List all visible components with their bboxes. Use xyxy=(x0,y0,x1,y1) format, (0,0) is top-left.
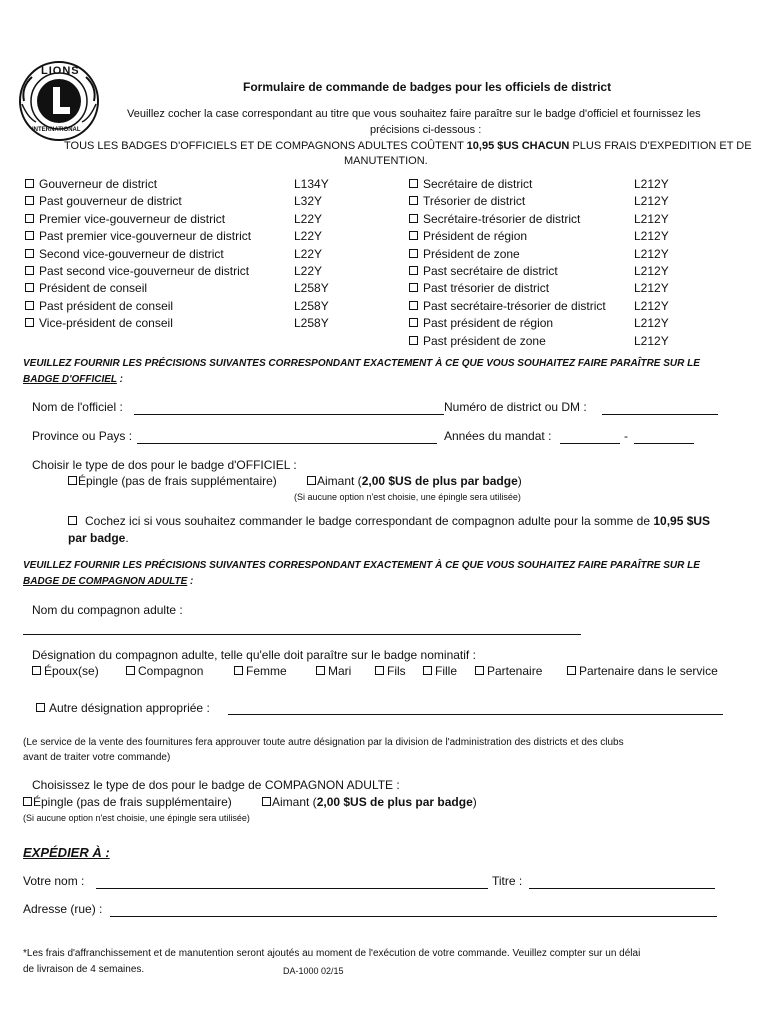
designation-checkbox[interactable] xyxy=(316,666,325,675)
officer-heading-1: VEUILLEZ FOURNIR LES PRÉCISIONS SUIVANTES CORRESPONDANT EXACTEMENT À CE QUE VOUS SOUHAITEZ FAIRE PARAÎTRE SUR LE xyxy=(23,358,700,369)
companion-heading-1: VEUILLEZ FOURNIR LES PRÉCISIONS SUIVANTES CORRESPONDANT EXACTEMENT À CE QUE VOUS SOUHAITEZ FAIRE PARAÎTRE SUR LE xyxy=(23,560,700,571)
designation-checkbox[interactable] xyxy=(567,666,576,675)
officer-title-right-option[interactable] xyxy=(409,228,527,245)
officer-title-left-code: L22Y xyxy=(294,246,323,261)
companion-check-pre: Cochez ici si vous souhaitez commander le badge correspondant de compagnon adulte pour la somme de xyxy=(85,514,654,528)
title-field[interactable] xyxy=(529,888,715,889)
province-field[interactable] xyxy=(137,443,437,444)
officer-title-left-checkbox[interactable] xyxy=(25,196,34,205)
other-designation-label: Autre désignation appropriée : xyxy=(49,701,210,715)
officer-title-left-label: Vice-président de conseil xyxy=(39,316,173,331)
designation-option[interactable] xyxy=(126,663,203,680)
officer-pin-option[interactable] xyxy=(68,474,277,488)
footer-note-1: *Les frais d'affranchissement et de manutention seront ajoutés au moment de l'exécution de votre commande. Veuillez compter sur un délai xyxy=(23,948,641,959)
lions-logo xyxy=(18,60,100,142)
officer-title-right-code: L212Y xyxy=(634,316,669,331)
officer-title-right-option[interactable] xyxy=(409,298,606,315)
officer-title-left-checkbox[interactable] xyxy=(25,214,34,223)
designation-label: Partenaire xyxy=(487,664,543,678)
officer-title-left-option[interactable] xyxy=(25,211,225,228)
years-label: Années du mandat : xyxy=(444,429,552,443)
officer-title-left-label: Past premier vice-gouverneur de district xyxy=(39,229,252,244)
designation-label: Fille xyxy=(435,664,458,678)
other-designation-option[interactable] xyxy=(36,701,210,715)
officer-heading-suffix: : xyxy=(116,374,123,385)
officer-title-right-code: L212Y xyxy=(634,194,669,209)
companion-pin-option[interactable] xyxy=(23,795,232,809)
officer-title-right-option[interactable] xyxy=(409,333,546,350)
officer-title-left-option[interactable] xyxy=(25,280,147,297)
price-bold: 10,95 $US CHACUN xyxy=(466,140,570,152)
price-pre: TOUS LES BADGES D'OFFICIELS ET DE COMPAGNONS ADULTES COÛTENT xyxy=(64,140,467,152)
officer-title-left-option[interactable] xyxy=(25,298,173,315)
companion-heading-2 xyxy=(23,576,193,587)
officer-title-right-label: Past secrétaire-trésorier de district xyxy=(423,298,606,313)
designation-label: Mari xyxy=(328,664,352,678)
officer-title-right-label: Past président de zone xyxy=(423,333,546,348)
officer-pin-label: Épingle (pas de frais supplémentaire) xyxy=(78,474,277,488)
officer-title-left-label: Second vice-gouverneur de district xyxy=(39,246,224,261)
officer-title-right-checkbox[interactable] xyxy=(409,249,418,258)
officer-title-left-checkbox[interactable] xyxy=(25,318,34,327)
address-label: Adresse (rue) : xyxy=(23,902,103,916)
officer-title-right-code: L212Y xyxy=(634,333,669,348)
officer-title-left-code: L22Y xyxy=(294,211,323,226)
officer-title-right-checkbox[interactable] xyxy=(409,214,418,223)
officer-title-left-option[interactable] xyxy=(25,228,251,245)
officer-title-left-label: Président de conseil xyxy=(39,281,148,296)
designation-option[interactable] xyxy=(475,663,542,680)
companion-name-label: Nom du compagnon adulte : xyxy=(32,603,183,617)
designation-option[interactable] xyxy=(32,663,99,680)
officer-title-left-checkbox[interactable] xyxy=(25,179,34,188)
officer-title-left-label: Past second vice-gouverneur de district xyxy=(39,264,250,278)
companion-check-line-2 xyxy=(68,531,129,545)
officer-back-label: Choisir le type de dos pour le badge d'OFFICIEL : xyxy=(32,458,297,472)
designation-checkbox[interactable] xyxy=(423,666,432,675)
designation-label: Partenaire dans le service xyxy=(579,664,718,678)
officer-name-label: Nom de l'officiel : xyxy=(32,400,123,414)
years-to-field[interactable] xyxy=(634,443,694,444)
officer-magnet-checkbox[interactable] xyxy=(307,476,316,485)
officer-title-right-option[interactable] xyxy=(409,211,580,228)
officer-title-left-label: Premier vice-gouverneur de district xyxy=(39,211,226,226)
footer-note-2: de livraison de 4 semaines. xyxy=(23,964,145,975)
officer-title-right-code: L212Y xyxy=(634,177,669,191)
officer-title-right-option[interactable] xyxy=(409,315,553,332)
companion-check-bold: 10,95 $US xyxy=(653,514,711,528)
officer-title-right-checkbox[interactable] xyxy=(409,231,418,240)
officer-title-right-checkbox[interactable] xyxy=(409,266,418,275)
officer-title-left-label: Past gouverneur de district xyxy=(39,194,182,209)
designation-checkbox[interactable] xyxy=(126,666,135,675)
title-label: Titre : xyxy=(492,874,523,888)
price-line xyxy=(64,140,752,152)
designation-label: Désignation du compagnon adulte, telle qu'elle doit paraître sur le badge nominatif : xyxy=(32,648,476,662)
designation-checkbox[interactable] xyxy=(234,666,243,675)
officer-title-right-option[interactable] xyxy=(409,246,520,263)
designation-option[interactable] xyxy=(234,663,287,680)
officer-title-left-checkbox[interactable] xyxy=(25,249,34,258)
officer-title-right-label: Président de zone xyxy=(423,246,520,261)
officer-title-right-code: L212Y xyxy=(634,298,669,313)
form-code: DA-1000 02/15 xyxy=(283,966,344,976)
form-title: Formulaire de commande de badges pour les officiels de district xyxy=(243,80,612,94)
logo-bottom-text: INTERNATIONAL xyxy=(32,127,81,133)
designation-checkbox[interactable] xyxy=(475,666,484,675)
designation-label: Époux(se) xyxy=(44,664,99,678)
officer-title-left-code: L258Y xyxy=(294,281,329,296)
companion-magnet-pre: Aimant ( xyxy=(272,795,317,809)
officer-title-right-checkbox[interactable] xyxy=(409,301,418,310)
years-separator: - xyxy=(624,429,628,443)
intro-line-1: Veuillez cocher la case correspondant au titre que vous souhaitez faire paraître sur le badge d'officiel et fournissez les xyxy=(127,108,701,120)
years-from-field[interactable] xyxy=(560,443,620,444)
officer-title-right-code: L212Y xyxy=(634,246,669,261)
officer-title-right-label: Secrétaire de district xyxy=(423,177,533,191)
district-field[interactable] xyxy=(602,414,718,415)
officer-title-left-code: L32Y xyxy=(294,194,323,209)
officer-title-right-label: Past trésorier de district xyxy=(423,281,550,296)
designation-label: Femme xyxy=(246,664,287,678)
companion-order-checkbox[interactable] xyxy=(68,516,77,525)
officer-title-left-code: L22Y xyxy=(294,229,323,244)
officer-title-left-option[interactable] xyxy=(25,246,224,263)
officer-title-right-label: Président de région xyxy=(423,229,528,244)
companion-name-field[interactable] xyxy=(23,634,581,635)
officer-title-right-option[interactable] xyxy=(409,280,549,297)
officer-title-right-label: Past président de région xyxy=(423,316,554,331)
designation-option[interactable] xyxy=(316,663,351,680)
officer-title-right-checkbox[interactable] xyxy=(409,196,418,205)
officer-title-right-checkbox[interactable] xyxy=(409,318,418,327)
designation-option[interactable] xyxy=(375,663,406,680)
officer-title-right-option[interactable] xyxy=(409,193,525,210)
logo-top-text: LIONS xyxy=(41,65,80,77)
officer-magnet-option[interactable] xyxy=(307,474,522,488)
officer-title-right-checkbox[interactable] xyxy=(409,336,418,345)
officer-title-left-code: L134Y xyxy=(294,177,329,191)
designation-label: Fils xyxy=(387,664,406,678)
designation-label: Compagnon xyxy=(138,664,204,678)
designation-option[interactable] xyxy=(423,663,457,680)
officer-title-right-code: L212Y xyxy=(634,264,669,278)
other-designation-field[interactable] xyxy=(228,714,723,715)
officer-title-right-option[interactable] xyxy=(409,263,558,280)
officer-title-right-label: Trésorier de district xyxy=(423,194,526,209)
officer-title-left-checkbox[interactable] xyxy=(25,266,34,275)
price-line-2: MANUTENTION. xyxy=(344,155,428,167)
companion-magnet-bold: 2,00 $US de plus par badge xyxy=(316,795,473,809)
companion-pin-label: Épingle (pas de frais supplémentaire) xyxy=(33,795,232,809)
officer-title-right-label: Past secrétaire de district xyxy=(423,264,558,278)
officer-title-right-code: L212Y xyxy=(634,229,669,244)
officer-pin-checkbox[interactable] xyxy=(68,476,77,485)
officer-name-field[interactable] xyxy=(134,414,444,415)
officer-magnet-bold: 2,00 $US de plus par badge xyxy=(361,474,518,488)
officer-title-left-option[interactable] xyxy=(25,176,157,193)
other-designation-checkbox[interactable] xyxy=(36,703,45,712)
designation-option[interactable] xyxy=(567,663,718,680)
ship-to-heading: EXPÉDIER À : xyxy=(23,845,110,860)
officer-title-right-label: Secrétaire-trésorier de district xyxy=(423,211,581,226)
approval-note-2: avant de traiter votre commande) xyxy=(23,752,171,763)
officer-heading-2 xyxy=(23,374,123,385)
companion-magnet-option[interactable] xyxy=(262,795,477,809)
district-label: Numéro de district ou DM : xyxy=(444,400,587,414)
officer-title-right-checkbox[interactable] xyxy=(409,283,418,292)
price-post: PLUS FRAIS D'EXPEDITION ET DE xyxy=(569,140,752,152)
intro-line-2: précisions ci-dessous : xyxy=(370,124,482,136)
companion-pin-checkbox[interactable] xyxy=(23,797,32,806)
address-field[interactable] xyxy=(110,916,717,917)
officer-title-left-checkbox[interactable] xyxy=(25,283,34,292)
officer-magnet-pre: Aimant ( xyxy=(317,474,362,488)
officer-title-left-option[interactable] xyxy=(25,193,182,210)
officer-title-left-option[interactable] xyxy=(25,315,173,332)
approval-note-1: (Le service de la vente des fournitures fera approuver toute autre désignation par la division de l'administration des districts et des clubs xyxy=(23,737,624,748)
companion-magnet-checkbox[interactable] xyxy=(262,797,271,806)
officer-title-right-option[interactable] xyxy=(409,176,532,193)
companion-check-line2-bold: par badge xyxy=(68,531,126,545)
officer-title-right-code: L212Y xyxy=(634,281,669,296)
officer-title-right-checkbox[interactable] xyxy=(409,179,418,188)
designation-checkbox[interactable] xyxy=(375,666,384,675)
officer-title-left-code: L258Y xyxy=(294,298,329,313)
your-name-label: Votre nom : xyxy=(23,874,85,888)
companion-magnet-post: ) xyxy=(472,795,477,809)
officer-title-left-label: Gouverneur de district xyxy=(39,177,158,191)
companion-back-label: Choisissez le type de dos pour le badge de COMPAGNON ADULTE : xyxy=(32,778,400,792)
your-name-field[interactable] xyxy=(96,888,488,889)
designation-checkbox[interactable] xyxy=(32,666,41,675)
companion-heading-underlined: BADGE DE COMPAGNON ADULTE xyxy=(23,576,188,587)
companion-check-line2-post: . xyxy=(125,531,129,545)
officer-title-left-label: Past président de conseil xyxy=(39,298,174,313)
officer-default-note: (Si aucune option n'est choisie, une épingle sera utilisée) xyxy=(294,492,521,502)
officer-magnet-post: ) xyxy=(517,474,522,488)
province-label: Province ou Pays : xyxy=(32,429,133,443)
officer-title-left-code: L258Y xyxy=(294,316,329,331)
companion-check-option[interactable] xyxy=(68,514,710,528)
officer-heading-underlined: BADGE D'OFFICIEL xyxy=(23,374,117,385)
officer-title-left-checkbox[interactable] xyxy=(25,301,34,310)
officer-title-right-code: L212Y xyxy=(634,211,669,226)
officer-title-left-option[interactable] xyxy=(25,263,249,280)
companion-heading-suffix: : xyxy=(187,576,194,587)
officer-title-left-checkbox[interactable] xyxy=(25,231,34,240)
officer-title-left-code: L22Y xyxy=(294,264,323,278)
companion-default-note: (Si aucune option n'est choisie, une épingle sera utilisée) xyxy=(23,813,250,823)
